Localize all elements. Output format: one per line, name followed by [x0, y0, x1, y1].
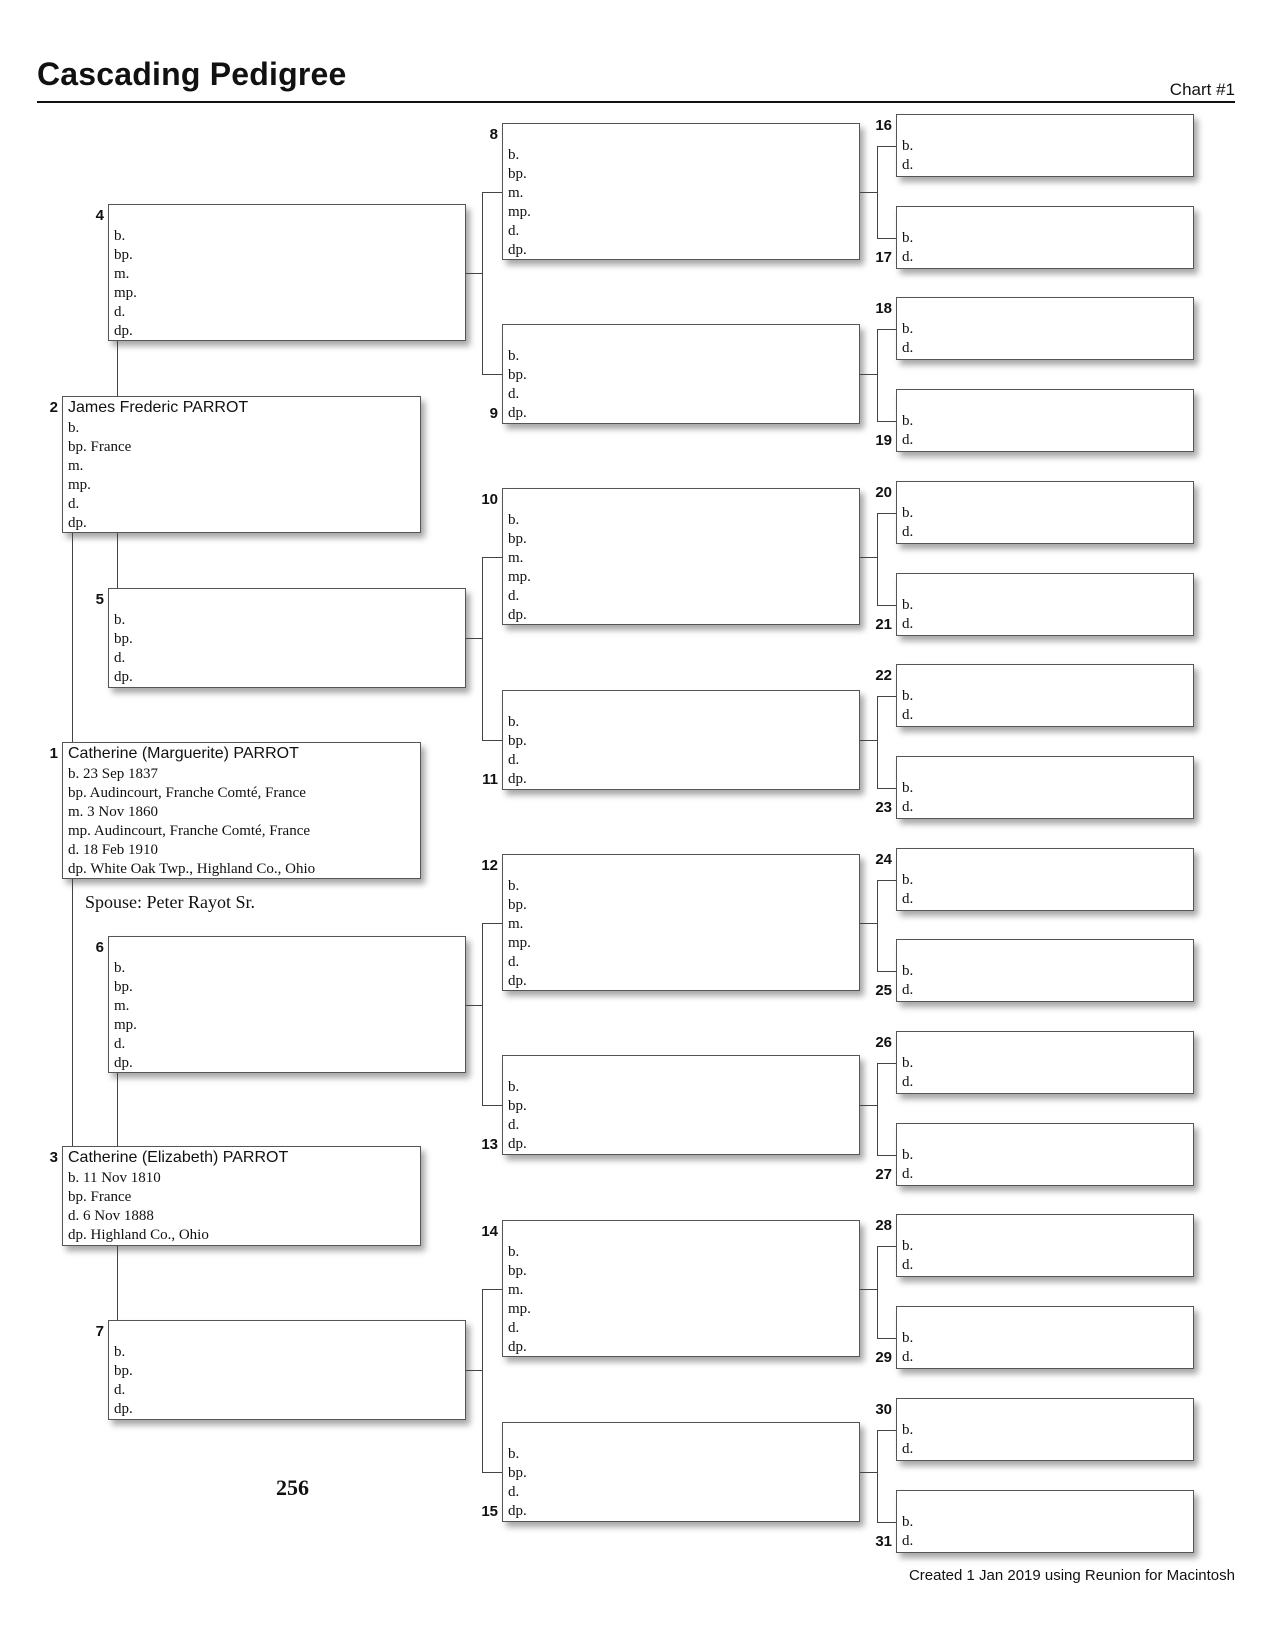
person-name: [902, 942, 1193, 963]
person-name: [902, 851, 1193, 872]
person-detail-line: mp.: [114, 1017, 137, 1033]
connector-line: [877, 1522, 896, 1523]
person-detail-line: dp.: [508, 1503, 527, 1519]
connector-line: [877, 880, 896, 881]
person-box-16[interactable]: [896, 114, 1194, 177]
person-detail-line: b.: [114, 1344, 126, 1360]
person-detail-line: dp.: [114, 1401, 133, 1417]
connector-line: [877, 788, 896, 789]
person-detail-line: d.: [902, 1257, 914, 1273]
person-detail-line: m.: [508, 185, 524, 201]
person-detail-line: d.: [114, 650, 126, 666]
connector-line: [877, 329, 896, 330]
connector-line: [482, 740, 502, 741]
person-name: [902, 484, 1193, 505]
connector-line: [466, 273, 482, 274]
person-detail-line: d.: [902, 707, 914, 723]
person-detail-line: b.: [508, 512, 520, 528]
connector-line: [482, 557, 502, 558]
person-detail-line: d.: [508, 588, 520, 604]
person-name: [508, 126, 859, 147]
person-detail-line: b.: [114, 228, 126, 244]
connector-line: [860, 192, 877, 193]
person-detail-line: mp.: [68, 477, 91, 493]
person-detail-line: bp. Audincourt, Franche Comté, France: [68, 785, 306, 801]
person-detail-line: d.: [902, 524, 914, 540]
person-name: [902, 667, 1193, 688]
person-number: 1: [49, 745, 58, 762]
connector-line: [877, 605, 896, 606]
person-number: 8: [489, 126, 498, 143]
connector-line: [877, 696, 878, 788]
connector-line: [877, 513, 896, 514]
person-detail-line: b. 11 Nov 1810: [68, 1170, 161, 1186]
connector-line: [466, 1370, 482, 1371]
person-detail-line: dp.: [508, 607, 527, 623]
person-detail-line: b.: [902, 688, 914, 704]
person-name: [508, 857, 859, 878]
person-detail-line: dp.: [114, 1055, 133, 1071]
connector-line: [482, 192, 483, 375]
person-detail-line: dp.: [114, 323, 133, 339]
person-box-31[interactable]: [896, 1490, 1194, 1553]
person-detail-line: b.: [508, 348, 520, 364]
connector-line: [482, 557, 483, 741]
person-number: 18: [875, 300, 892, 317]
person-detail-line: dp.: [68, 515, 87, 531]
person-number: 7: [95, 1323, 104, 1340]
person-detail-line: b.: [902, 413, 914, 429]
person-detail-line: dp.: [508, 1339, 527, 1355]
person-name: [902, 1126, 1193, 1147]
connector-line: [877, 971, 896, 972]
person-name: [902, 1493, 1193, 1514]
person-detail-line: d.: [114, 304, 126, 320]
person-box-20[interactable]: [896, 481, 1194, 544]
person-detail-line: m.: [68, 458, 84, 474]
connector-line: [877, 1338, 896, 1339]
connector-line: [72, 533, 73, 742]
person-box-21[interactable]: [896, 573, 1194, 636]
person-number: 12: [481, 857, 498, 874]
person-name: [902, 759, 1193, 780]
primary-spouse: Spouse: Peter Rayot Sr.: [85, 892, 255, 912]
person-detail-line: d.: [902, 1441, 914, 1457]
connector-line: [877, 880, 878, 971]
person-detail-line: b.: [902, 505, 914, 521]
person-number: 20: [875, 484, 892, 501]
connector-line: [482, 192, 502, 193]
person-box-12[interactable]: [502, 854, 860, 991]
connector-line: [860, 557, 877, 558]
person-number: 9: [489, 405, 498, 422]
person-box-25[interactable]: [896, 939, 1194, 1002]
person-box-2[interactable]: [62, 396, 421, 533]
person-detail-line: d.: [68, 496, 80, 512]
person-number: 17: [875, 249, 892, 266]
person-name: [902, 576, 1193, 597]
person-number: 21: [875, 616, 892, 633]
connector-line: [877, 329, 878, 421]
person-detail-line: mp.: [508, 1301, 531, 1317]
person-number: 2: [49, 399, 58, 416]
person-detail-line: d.: [902, 891, 914, 907]
person-detail-line: b.: [114, 960, 126, 976]
person-detail-line: m.: [114, 266, 130, 282]
person-detail-line: d.: [114, 1382, 126, 1398]
connector-line: [860, 1105, 877, 1106]
person-box-26[interactable]: [896, 1031, 1194, 1094]
person-detail-line: b. 23 Sep 1837: [68, 766, 158, 782]
person-detail-line: b.: [902, 1147, 914, 1163]
chart-number: Chart #1: [1169, 80, 1235, 99]
person-name: [902, 300, 1193, 321]
person-detail-line: dp. White Oak Twp., Highland Co., Ohio: [68, 861, 316, 877]
person-detail-line: dp.: [508, 405, 527, 421]
person-detail-line: b.: [902, 597, 914, 613]
connector-line: [860, 1472, 877, 1473]
person-detail-line: bp.: [114, 631, 133, 647]
person-detail-line: b.: [508, 1244, 520, 1260]
person-box-14[interactable]: [502, 1220, 860, 1357]
connector-line: [877, 1063, 878, 1155]
person-detail-line: bp.: [508, 733, 527, 749]
person-number: 3: [49, 1149, 58, 1166]
person-detail-line: b.: [902, 1238, 914, 1254]
person-name: [902, 1034, 1193, 1055]
person-box-18[interactable]: [896, 297, 1194, 360]
person-name: [508, 1425, 859, 1446]
person-detail-line: b.: [902, 872, 914, 888]
person-number: 19: [875, 432, 892, 449]
person-number: 6: [95, 939, 104, 956]
person-box-13[interactable]: [502, 1055, 860, 1155]
person-detail-line: b.: [902, 1422, 914, 1438]
person-box-30[interactable]: [896, 1398, 1194, 1461]
person-detail-line: d.: [508, 386, 520, 402]
person-number: 11: [482, 771, 498, 788]
connector-line: [117, 1073, 118, 1146]
person-detail-line: b.: [508, 147, 520, 163]
person-detail-line: dp.: [508, 1136, 527, 1152]
person-detail-line: bp.: [114, 247, 133, 263]
person-detail-line: bp.: [508, 531, 527, 547]
person-name: [114, 939, 465, 960]
person-detail-line: d. 18 Feb 1910: [68, 842, 158, 858]
connector-line: [482, 1472, 502, 1473]
person-box-29[interactable]: [896, 1306, 1194, 1369]
person-number: 14: [481, 1223, 498, 1240]
person-detail-line: bp. France: [68, 439, 132, 455]
person-number: 15: [481, 1503, 498, 1520]
person-box-28[interactable]: [896, 1214, 1194, 1277]
person-detail-line: d.: [508, 223, 520, 239]
connector-line: [877, 1430, 896, 1431]
person-detail-line: dp.: [508, 973, 527, 989]
person-detail-line: m.: [508, 916, 524, 932]
connector-line: [72, 879, 73, 1146]
person-box-23[interactable]: [896, 756, 1194, 819]
person-detail-line: bp. France: [68, 1189, 132, 1205]
connector-line: [877, 1430, 878, 1522]
person-box-9[interactable]: [502, 324, 860, 424]
person-name: [902, 1309, 1193, 1330]
person-box-15[interactable]: [502, 1422, 860, 1522]
page-title: Cascading Pedigree: [37, 56, 347, 92]
person-detail-line: b.: [902, 138, 914, 154]
person-name: James Frederic PARROT: [68, 399, 249, 416]
person-number: 22: [875, 667, 892, 684]
person-name: [508, 1223, 859, 1244]
person-box-22[interactable]: [896, 664, 1194, 727]
person-name: [114, 207, 465, 228]
person-box-17[interactable]: [896, 206, 1194, 269]
person-detail-line: d.: [902, 982, 914, 998]
person-number: 10: [481, 491, 498, 508]
person-number: 27: [875, 1166, 892, 1183]
person-box-7[interactable]: [108, 1320, 466, 1420]
person-name: [902, 117, 1193, 138]
person-detail-line: d.: [508, 954, 520, 970]
connector-line: [482, 1105, 502, 1106]
connector-line: [482, 374, 502, 375]
person-box-6[interactable]: [108, 936, 466, 1073]
person-box-24[interactable]: [896, 848, 1194, 911]
person-detail-line: mp. Audincourt, Franche Comté, France: [68, 823, 311, 839]
person-name: [508, 693, 859, 714]
person-detail-line: dp. Highland Co., Ohio: [68, 1227, 209, 1243]
person-detail-line: m.: [114, 998, 130, 1014]
person-detail-line: mp.: [508, 935, 531, 951]
person-detail-line: m.: [508, 1282, 524, 1298]
person-box-4[interactable]: [108, 204, 466, 341]
person-number: 16: [875, 117, 892, 134]
connector-line: [482, 923, 483, 1106]
person-detail-line: m.: [508, 550, 524, 566]
connector-line: [482, 1289, 502, 1290]
connector-line: [877, 1246, 878, 1338]
connector-line: [877, 146, 896, 147]
person-number: 28: [875, 1217, 892, 1234]
person-name: [508, 491, 859, 512]
person-box-11[interactable]: [502, 690, 860, 790]
person-detail-line: bp.: [114, 1363, 133, 1379]
connector-line: [877, 513, 878, 605]
person-detail-line: mp.: [508, 569, 531, 585]
person-detail-line: b.: [902, 230, 914, 246]
person-detail-line: d.: [114, 1036, 126, 1052]
person-name: [902, 209, 1193, 230]
person-detail-line: d.: [902, 340, 914, 356]
person-detail-line: b.: [902, 780, 914, 796]
person-detail-line: b.: [68, 420, 80, 436]
person-detail-line: d.: [902, 1074, 914, 1090]
person-detail-line: b.: [508, 878, 520, 894]
connector-line: [860, 740, 877, 741]
person-box-3[interactable]: [62, 1146, 421, 1246]
person-name: [114, 591, 465, 612]
person-name: [902, 1401, 1193, 1422]
person-box-19[interactable]: [896, 389, 1194, 452]
person-box-5[interactable]: [108, 588, 466, 688]
connector-line: [877, 421, 896, 422]
connector-line: [877, 238, 896, 239]
person-detail-line: d.: [508, 1320, 520, 1336]
person-detail-line: d.: [902, 1533, 914, 1549]
person-name: [902, 1217, 1193, 1238]
person-detail-line: b.: [508, 714, 520, 730]
connector-line: [877, 1246, 896, 1247]
person-detail-line: b.: [902, 1330, 914, 1346]
footer-credit: Created 1 Jan 2019 using Reunion for Macintosh: [908, 1567, 1235, 1584]
person-detail-line: d.: [902, 1166, 914, 1182]
connector-line: [482, 1289, 483, 1473]
connector-line: [466, 1005, 482, 1006]
connector-line: [860, 923, 877, 924]
connector-line: [877, 146, 878, 238]
connector-line: [117, 533, 118, 588]
connector-line: [117, 1246, 118, 1320]
connector-line: [482, 923, 502, 924]
person-number: 4: [95, 207, 104, 224]
person-detail-line: b.: [902, 321, 914, 337]
connector-line: [860, 1289, 877, 1290]
connector-line: [877, 696, 896, 697]
person-number: 5: [95, 591, 104, 608]
person-detail-line: bp.: [114, 979, 133, 995]
person-number: 30: [875, 1401, 892, 1418]
person-detail-line: d. 6 Nov 1888: [68, 1208, 154, 1224]
person-name: [114, 1323, 465, 1344]
connector-line: [877, 1063, 896, 1064]
person-detail-line: d.: [902, 432, 914, 448]
person-detail-line: bp.: [508, 166, 527, 182]
person-name: [508, 327, 859, 348]
person-detail-line: b.: [902, 1055, 914, 1071]
person-name: Catherine (Elizabeth) PARROT: [68, 1149, 289, 1166]
person-detail-line: bp.: [508, 1263, 527, 1279]
person-box-27[interactable]: [896, 1123, 1194, 1186]
person-detail-line: bp.: [508, 897, 527, 913]
person-detail-line: mp.: [114, 285, 137, 301]
connector-line: [117, 341, 118, 396]
person-detail-line: d.: [508, 752, 520, 768]
person-detail-line: d.: [508, 1484, 520, 1500]
person-detail-line: d.: [902, 616, 914, 632]
header-rule: [37, 101, 1235, 103]
person-detail-line: bp.: [508, 367, 527, 383]
person-detail-line: b.: [114, 612, 126, 628]
person-detail-line: d.: [902, 799, 914, 815]
person-detail-line: b.: [902, 963, 914, 979]
person-detail-line: m. 3 Nov 1860: [68, 804, 158, 820]
person-box-8[interactable]: [502, 123, 860, 260]
person-number: 25: [875, 982, 892, 999]
person-name: Catherine (Marguerite) PARROT: [68, 745, 299, 762]
person-detail-line: d.: [508, 1117, 520, 1133]
person-detail-line: dp.: [508, 771, 527, 787]
person-detail-line: dp.: [114, 669, 133, 685]
person-number: 13: [481, 1136, 498, 1153]
person-detail-line: bp.: [508, 1098, 527, 1114]
person-box-10[interactable]: [502, 488, 860, 625]
person-number: 23: [875, 799, 892, 816]
person-detail-line: d.: [902, 249, 914, 265]
person-number: 31: [875, 1533, 892, 1550]
person-detail-line: mp.: [508, 204, 531, 220]
person-detail-line: d.: [902, 1349, 914, 1365]
person-number: 29: [875, 1349, 892, 1366]
person-number: 26: [875, 1034, 892, 1051]
person-name: [508, 1058, 859, 1079]
connector-line: [877, 1155, 896, 1156]
person-detail-line: b.: [508, 1446, 520, 1462]
page-number: 256: [276, 1475, 309, 1500]
person-detail-line: dp.: [508, 242, 527, 258]
person-box-1[interactable]: [62, 742, 421, 879]
person-number: 24: [875, 851, 892, 868]
person-name: [902, 392, 1193, 413]
connector-line: [860, 374, 877, 375]
person-detail-line: bp.: [508, 1465, 527, 1481]
person-detail-line: b.: [508, 1079, 520, 1095]
connector-line: [466, 638, 482, 639]
person-detail-line: b.: [902, 1514, 914, 1530]
person-detail-line: d.: [902, 157, 914, 173]
